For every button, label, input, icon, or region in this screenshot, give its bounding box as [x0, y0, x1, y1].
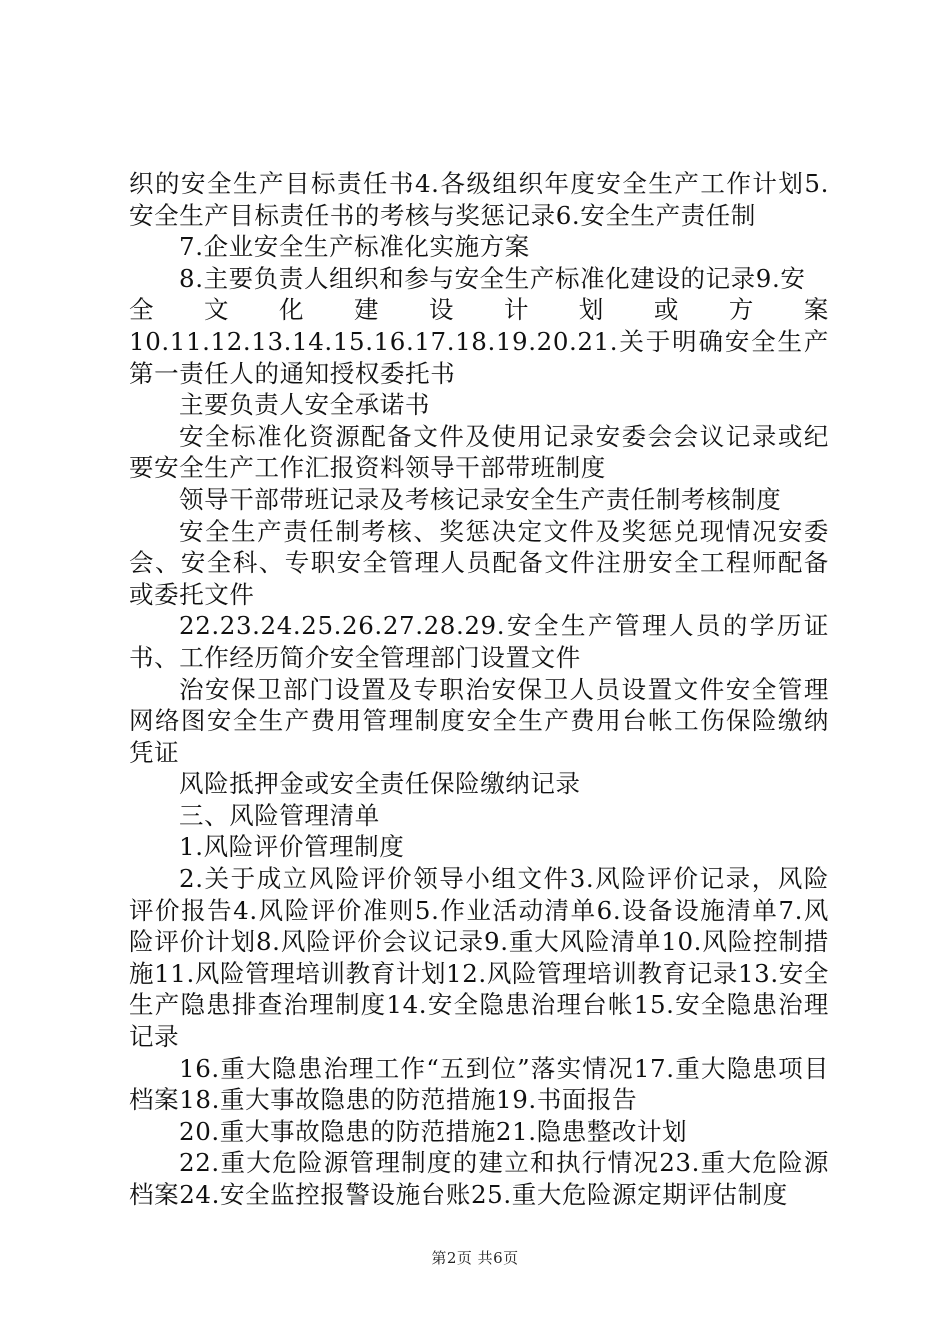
paragraph-8: 领导干部带班记录及考核记录安全生产责任制考核制度 — [179, 484, 782, 514]
paragraph-9: 安全生产责任制考核、奖惩决定文件及奖惩兑现情况安委会、安全科、专职安全管理人员配备文件注册安全工程师配备或委托文件 — [129, 516, 829, 609]
paragraph-15: 2.关于成立风险评价领导小组文件3.风险评价记录，风险评价报告4.风险评价准则5.作业活动清单6.设备设施清单7.风险评价计划8.风险评价会议记录9.重大风险清单10.风险控制措施11.风险管理培训教育计划12.风险管理培训教育记录13.安全生产隐患排查治理制度14.安全隐患治理台帐15.安全隐患治理记录 — [129, 864, 829, 1052]
paragraph-6: 主要负责人安全承诺书 — [179, 390, 430, 420]
paragraph-14: 1.风险评价管理制度 — [179, 832, 405, 862]
section-heading: 三、风险管理清单 — [179, 800, 380, 830]
paragraph-12: 风险抵押金或安全责任保险缴纳记录 — [179, 769, 581, 799]
paragraph-5: 10.11.12.13.14.15.16.17.18.19.20.21.关于明确安全生产第一责任人的通知授权委托书 — [129, 326, 829, 388]
document-body — [129, 168, 829, 1211]
paragraph-2: 7.企业安全生产标准化实施方案 — [179, 232, 530, 262]
paragraph-11: 治安保卫部门设置及专职治安保卫人员设置文件安全管理网络图安全生产费用管理制度安全生产费用台帐工伤保险缴纳凭证 — [129, 674, 829, 767]
paragraph-4: 全文化建设计划或方案 — [129, 295, 829, 325]
paragraph-16: 16.重大隐患治理工作“五到位”落实情况17.重大隐患项目档案18.重大事故隐患的防范措施19.书面报告 — [129, 1053, 829, 1115]
paragraph-17: 20.重大事故隐患的防范措施21.隐患整改计划 — [179, 1116, 688, 1146]
paragraph-10: 22.23.24.25.26.27.28.29.安全生产管理人员的学历证书、工作经历简介安全管理部门设置文件 — [129, 611, 829, 672]
page-number-footer: 第2页 共6页 — [431, 1249, 519, 1267]
paragraph-18: 22.重大危险源管理制度的建立和执行情况23.重大危险源档案24.安全监控报警设施台账25.重大危险源定期评估制度 — [129, 1148, 829, 1209]
paragraph-1: 织的安全生产目标责任书4.各级组织年度安全生产工作计划5.安全生产目标责任书的考核与奖惩记录6.安全生产责任制 — [129, 169, 829, 230]
paragraph-7: 安全标准化资源配备文件及使用记录安委会会议记录或纪要安全生产工作汇报资料领导干部带班制度 — [129, 421, 829, 483]
paragraph-3: 8.主要负责人组织和参与安全生产标准化建设的记录9.安 — [179, 263, 806, 293]
